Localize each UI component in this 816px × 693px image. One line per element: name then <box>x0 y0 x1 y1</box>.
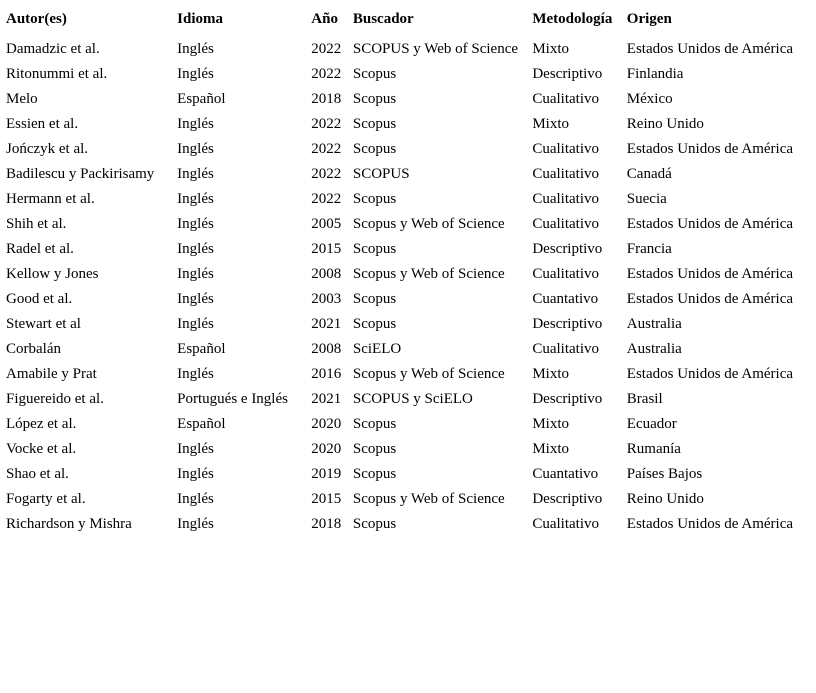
cell-idioma: Inglés <box>177 241 214 257</box>
cell-origen: Rumanía <box>626 441 681 457</box>
cell-idioma: Inglés <box>177 491 214 507</box>
cell-idioma: Inglés <box>177 141 214 157</box>
cell-autor: Shao et al. <box>6 466 69 482</box>
cell-origen: Estados Unidos de América <box>626 291 794 307</box>
table-row <box>6 37 816 62</box>
cell-anio: 2020 <box>311 441 342 457</box>
cell-buscador: Scopus <box>352 316 397 332</box>
cell-anio: 2022 <box>311 66 342 82</box>
cell-origen: Ecuador <box>626 416 677 432</box>
cell-idioma: Inglés <box>177 166 214 182</box>
cell-autor: Figuereido et al. <box>6 391 104 407</box>
cell-metodologia: Descriptivo <box>532 491 603 507</box>
cell-autor: Badilescu y Packirisamy <box>6 166 155 182</box>
table-row <box>6 162 816 187</box>
cell-autor: Melo <box>6 91 38 107</box>
table-row <box>6 112 816 137</box>
cell-buscador: Scopus y Web of Science <box>352 216 505 232</box>
cell-autor: Kellow y Jones <box>6 266 99 282</box>
cell-buscador: Scopus y Web of Science <box>352 491 505 507</box>
cell-origen: Canadá <box>626 166 672 182</box>
cell-metodologia: Cuantativo <box>532 466 599 482</box>
cell-buscador: Scopus <box>352 116 397 132</box>
cell-metodologia: Cualitativo <box>532 166 599 182</box>
column-header-origen: Origen <box>626 11 672 27</box>
table-row <box>6 62 816 87</box>
cell-origen: Estados Unidos de América <box>626 41 794 57</box>
cell-origen: México <box>626 91 673 107</box>
cell-origen: Reino Unido <box>626 116 704 132</box>
table-row <box>6 237 816 262</box>
cell-metodologia: Cualitativo <box>532 516 599 532</box>
cell-autor: Ritonummi et al. <box>6 66 108 82</box>
cell-anio: 2018 <box>311 516 342 532</box>
cell-anio: 2008 <box>311 266 342 282</box>
cell-anio: 2022 <box>311 41 342 57</box>
table-row <box>6 287 816 312</box>
cell-anio: 2018 <box>311 91 342 107</box>
document-page <box>0 7 816 693</box>
table-row <box>6 437 816 462</box>
column-header-buscador: Buscador <box>352 11 414 27</box>
table-row <box>6 87 816 112</box>
cell-buscador: Scopus <box>352 441 397 457</box>
cell-buscador: SciELO <box>352 341 402 357</box>
cell-origen: Estados Unidos de América <box>626 366 794 382</box>
column-header-anio: Año <box>311 11 338 27</box>
cell-idioma: Inglés <box>177 291 214 307</box>
cell-anio: 2020 <box>311 416 342 432</box>
cell-autor: Good et al. <box>6 291 73 307</box>
cell-metodologia: Mixto <box>532 116 570 132</box>
table-body <box>6 37 816 537</box>
table-row <box>6 262 816 287</box>
cell-metodologia: Mixto <box>532 416 570 432</box>
cell-origen: Estados Unidos de América <box>626 266 794 282</box>
cell-anio: 2016 <box>311 366 342 382</box>
table-row <box>6 362 816 387</box>
cell-anio: 2008 <box>311 341 342 357</box>
cell-idioma: Inglés <box>177 216 214 232</box>
cell-origen: Finlandia <box>626 66 684 82</box>
cell-metodologia: Descriptivo <box>532 66 603 82</box>
cell-buscador: Scopus <box>352 291 397 307</box>
cell-metodologia: Mixto <box>532 366 570 382</box>
cell-metodologia: Mixto <box>532 41 570 57</box>
cell-autor: Essien et al. <box>6 116 79 132</box>
cell-metodologia: Descriptivo <box>532 391 603 407</box>
cell-origen: Reino Unido <box>626 491 704 507</box>
cell-idioma: Inglés <box>177 366 214 382</box>
cell-autor: López et al. <box>6 416 77 432</box>
cell-origen: Francia <box>626 241 672 257</box>
table-row <box>6 187 816 212</box>
cell-idioma: Inglés <box>177 66 214 82</box>
cell-anio: 2021 <box>311 316 342 332</box>
cell-idioma: Español <box>177 341 226 357</box>
cell-buscador: Scopus <box>352 141 397 157</box>
cell-autor: Radel et al. <box>6 241 74 257</box>
cell-buscador: Scopus <box>352 516 397 532</box>
cell-origen: Estados Unidos de América <box>626 516 794 532</box>
column-header-metodologia: Metodología <box>532 11 613 27</box>
cell-origen: Australia <box>626 316 682 332</box>
cell-idioma: Inglés <box>177 441 214 457</box>
cell-buscador: SCOPUS y Web of Science <box>352 41 519 57</box>
cell-metodologia: Cualitativo <box>532 91 599 107</box>
cell-buscador: Scopus <box>352 191 397 207</box>
cell-origen: Estados Unidos de América <box>626 216 794 232</box>
cell-anio: 2019 <box>311 466 342 482</box>
cell-autor: Corbalán <box>6 341 61 357</box>
cell-metodologia: Cualitativo <box>532 216 599 232</box>
cell-anio: 2022 <box>311 191 342 207</box>
cell-autor: Vocke et al. <box>6 441 77 457</box>
cell-anio: 2015 <box>311 491 342 507</box>
table-row <box>6 387 816 412</box>
cell-autor: Fogarty et al. <box>6 491 86 507</box>
table-row <box>6 312 816 337</box>
cell-idioma: Inglés <box>177 466 214 482</box>
cell-buscador: Scopus <box>352 66 397 82</box>
cell-buscador: Scopus y Web of Science <box>352 366 505 382</box>
cell-origen: Australia <box>626 341 682 357</box>
cell-metodologia: Cualitativo <box>532 341 599 357</box>
cell-origen: Brasil <box>626 391 663 407</box>
cell-autor: Shih et al. <box>6 216 67 232</box>
cell-autor: Damadzic et al. <box>6 41 100 57</box>
cell-buscador: SCOPUS <box>352 166 410 182</box>
table-header <box>6 7 816 37</box>
cell-anio: 2022 <box>311 116 342 132</box>
table-header-row <box>6 7 816 37</box>
cell-buscador: Scopus <box>352 416 397 432</box>
cell-buscador: SCOPUS y SciELO <box>352 391 473 407</box>
cell-origen: Estados Unidos de América <box>626 141 794 157</box>
cell-idioma: Inglés <box>177 266 214 282</box>
cell-metodologia: Descriptivo <box>532 316 603 332</box>
cell-origen: Suecia <box>626 191 667 207</box>
studies-table <box>6 7 816 537</box>
cell-autor: Stewart et al <box>6 316 81 332</box>
cell-idioma: Inglés <box>177 116 214 132</box>
table-row <box>6 512 816 537</box>
cell-idioma: Portugués e Inglés <box>177 391 288 407</box>
cell-autor: Hermann et al. <box>6 191 95 207</box>
cell-metodologia: Cualitativo <box>532 191 599 207</box>
cell-idioma: Español <box>177 416 226 432</box>
cell-autor: Amabile y Prat <box>6 366 97 382</box>
cell-anio: 2022 <box>311 141 342 157</box>
cell-anio: 2015 <box>311 241 342 257</box>
table-row <box>6 487 816 512</box>
cell-buscador: Scopus <box>352 241 397 257</box>
cell-idioma: Español <box>177 91 226 107</box>
cell-idioma: Inglés <box>177 316 214 332</box>
cell-metodologia: Cualitativo <box>532 266 599 282</box>
cell-metodologia: Cualitativo <box>532 141 599 157</box>
cell-anio: 2022 <box>311 166 342 182</box>
cell-autor: Jończyk et al. <box>6 141 89 157</box>
cell-origen: Países Bajos <box>626 466 703 482</box>
table-row <box>6 337 816 362</box>
cell-metodologia: Descriptivo <box>532 241 603 257</box>
cell-buscador: Scopus y Web of Science <box>352 266 505 282</box>
cell-anio: 2005 <box>311 216 342 232</box>
table-row <box>6 412 816 437</box>
table-row <box>6 462 816 487</box>
table-row <box>6 137 816 162</box>
cell-metodologia: Cuantativo <box>532 291 599 307</box>
cell-idioma: Inglés <box>177 516 214 532</box>
cell-metodologia: Mixto <box>532 441 570 457</box>
cell-anio: 2003 <box>311 291 342 307</box>
table-row <box>6 212 816 237</box>
column-header-idioma: Idioma <box>177 11 223 27</box>
column-header-autor: Autor(es) <box>6 11 67 27</box>
cell-buscador: Scopus <box>352 466 397 482</box>
cell-idioma: Inglés <box>177 41 214 57</box>
cell-anio: 2021 <box>311 391 342 407</box>
cell-buscador: Scopus <box>352 91 397 107</box>
cell-idioma: Inglés <box>177 191 214 207</box>
cell-autor: Richardson y Mishra <box>6 516 132 532</box>
